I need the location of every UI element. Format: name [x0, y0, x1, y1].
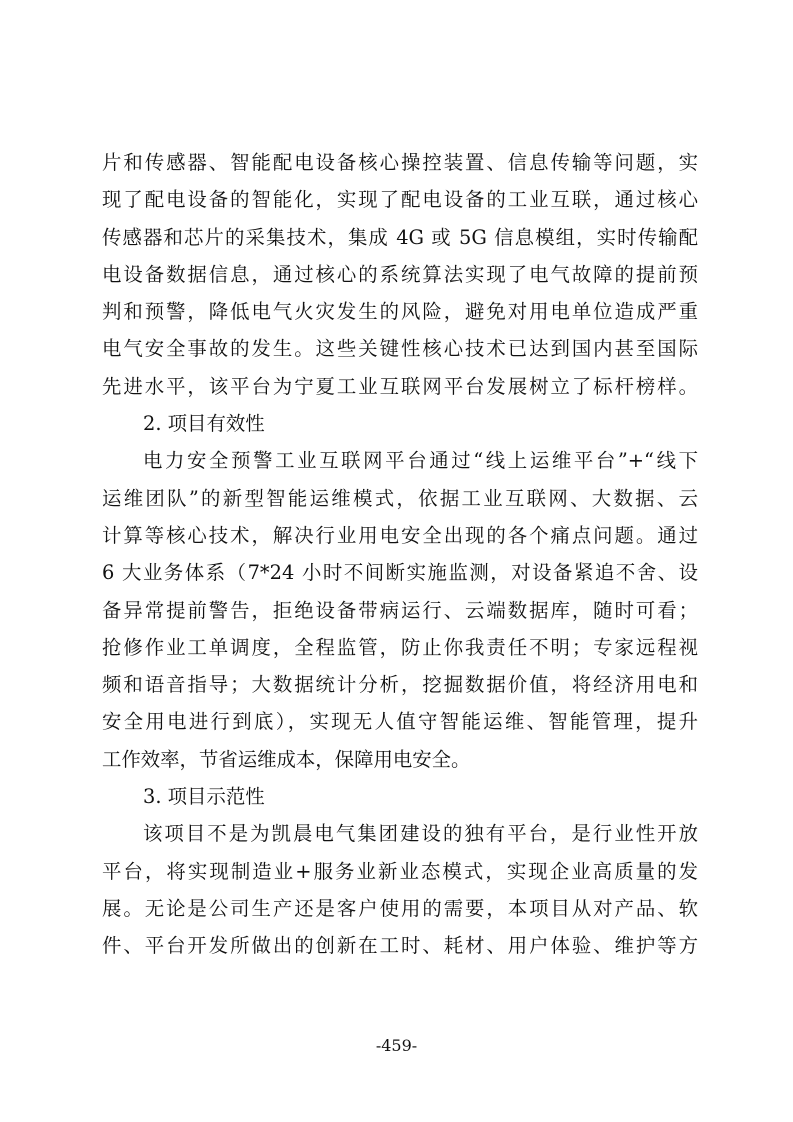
text-line: 抢修作业工单调度，全程监管，防止你我责任不明；专家远程视 — [102, 635, 698, 659]
text-line: 现了配电设备的智能化，实现了配电设备的工业互联，通过核心 — [102, 188, 698, 212]
body-text — [102, 144, 698, 965]
text-line: 该项目不是为凯晨电气集团建设的独有平台，是行业性开放 — [143, 822, 698, 846]
text-line: 电设备数据信息，通过核心的系统算法实现了电气故障的提前预 — [102, 262, 698, 286]
text-line: 计算等核心技术，解决行业用电安全出现的各个痛点问题。通过 — [102, 523, 698, 547]
text-line: 安全用电进行到底），实现无人值守智能运维、智能管理，提升 — [102, 710, 698, 734]
paragraph-effectiveness — [102, 442, 698, 778]
text-line: 先进水平，该平台为宁夏工业互联网平台发展树立了标杆榜样。 — [102, 374, 698, 398]
text-line: 运维团队”的新型智能运维模式，依据工业互联网、大数据、云 — [102, 486, 698, 510]
text-line: 片和传感器、智能配电设备核心操控装置、信息传输等问题，实 — [102, 151, 698, 174]
paragraph-continuation — [102, 144, 698, 405]
section-heading-demonstration: 3. 项目示范性 — [143, 785, 265, 809]
text-line: 件、平台开发所做出的创新在工时、耗材、用户体验、维护等方 — [102, 934, 698, 958]
text-line: 判和预警，降低电气火灾发生的风险，避免对用电单位造成严重 — [102, 300, 698, 324]
text-line: 频和语音指导；大数据统计分析，挖掘数据价值，将经济用电和 — [102, 673, 698, 697]
text-line: 工作效率，节省运维成本，保障用电安全。 — [102, 747, 471, 771]
text-line: 电气安全事故的发生。这些关键性核心技术已达到国内甚至国际 — [102, 337, 698, 361]
text-line: 6 大业务体系（7*24 小时不间断实施监测，对设备紧追不舍、设 — [102, 561, 698, 585]
text-line: 展。无论是公司生产还是客户使用的需要，本项目从对产品、软 — [102, 896, 698, 920]
page-number: -459- — [375, 1036, 418, 1055]
section-heading-effectiveness: 2. 项目有效性 — [143, 412, 265, 436]
text-line: 传感器和芯片的采集技术，集成 4G 或 5G 信息模组，实时传输配 — [102, 225, 698, 249]
text-line: 电力安全预警工业互联网平台通过“线上运维平台”+“线下 — [143, 449, 698, 473]
paragraph-demonstration — [102, 815, 698, 964]
text-line: 平台，将实现制造业+服务业新业态模式，实现企业高质量的发 — [102, 859, 698, 883]
text-line: 备异常提前警告，拒绝设备带病运行、云端数据库，随时可看； — [102, 598, 698, 622]
